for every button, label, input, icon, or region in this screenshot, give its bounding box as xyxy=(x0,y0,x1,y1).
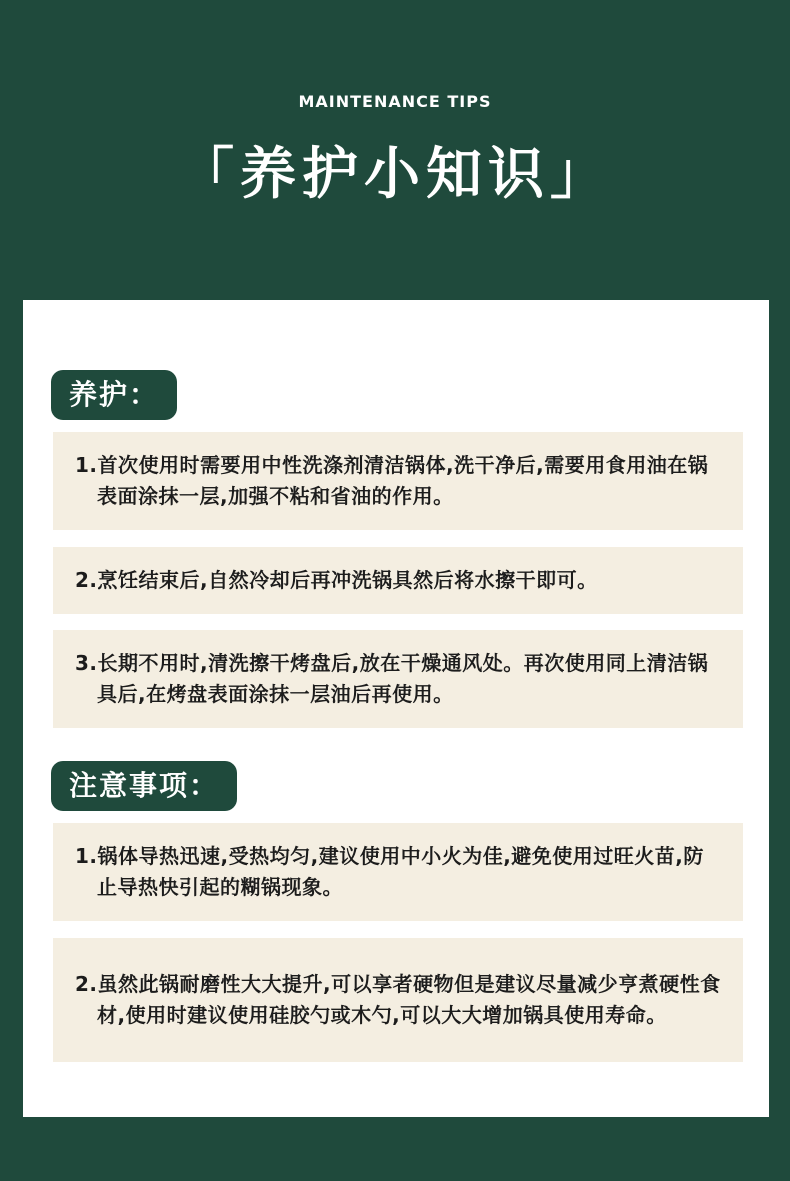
section-label-maintenance: 养护： xyxy=(51,370,177,420)
content-card xyxy=(23,300,769,1117)
tip-item xyxy=(53,823,743,921)
tip-item xyxy=(53,938,743,1062)
tip-text: 2.烹饪结束后,自然冷却后再冲洗锅具然后将水擦干即可。 xyxy=(75,568,598,592)
tip-text: 3.长期不用时,清洗擦干烤盘后,放在干燥通风处。再次使用同上清洁锅具后,在烤盘表面涂抹一层油后再使用。 xyxy=(75,651,709,706)
tip-item xyxy=(53,630,743,728)
tip-item xyxy=(53,432,743,530)
tip-text: 2.虽然此锅耐磨性大大提升,可以享者硬物但是建议尽量减少亨煮硬性食材,使用时建议使用硅胶勺或木勺,可以大大增加锅具使用寿命。 xyxy=(75,972,721,1027)
tip-item xyxy=(53,547,743,614)
section-label-notes: 注意事项： xyxy=(51,761,237,811)
tip-text: 1.锅体导热迅速,受热均匀,建议使用中小火为佳,避免使用过旺火苗,防止导热快引起的糊锅现象。 xyxy=(75,844,704,899)
eyebrow-label: MAINTENANCE TIPS xyxy=(298,92,492,111)
tip-text: 1.首次使用时需要用中性洗涤剂清洁锅体,洗干净后,需要用食用油在锅表面涂抹一层,加强不粘和省油的作用。 xyxy=(75,453,709,508)
page-title: 「养护小知识」 xyxy=(178,142,612,207)
